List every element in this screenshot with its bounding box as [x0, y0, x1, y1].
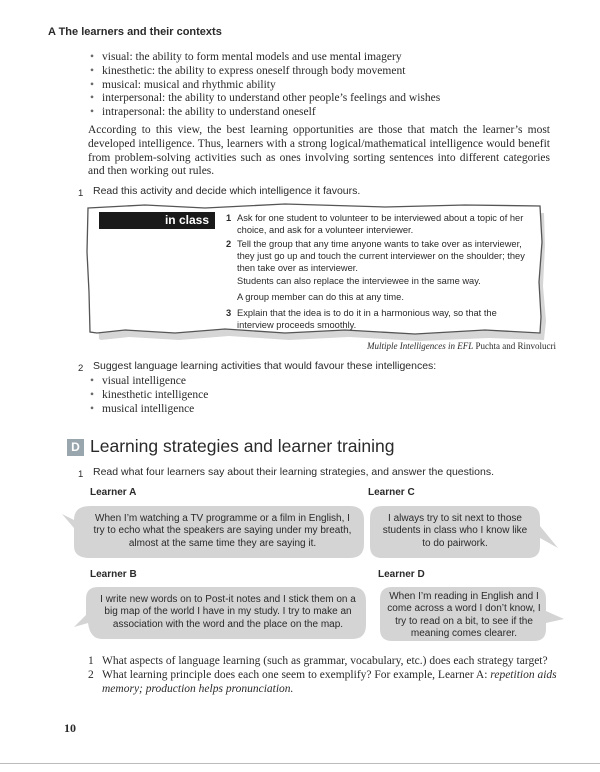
list-item: • musical: musical and rhythmic ability: [88, 79, 558, 93]
section-title: Learning strategies and learner training: [90, 436, 395, 456]
body-paragraph: According to this view, the best learning opportunities are those that match the learner’s most developed intelligence. Thus, learners with a strong logical/mathematical intelligence would benefit from problem-solving activities such as ones involving sorting sentences into different categories and then working out rules.: [88, 124, 550, 178]
activity-step-number: 2: [226, 239, 232, 249]
numbered-question: [88, 655, 558, 669]
list-item: • kinesthetic intelligence: [88, 389, 388, 403]
source-credit: [367, 341, 556, 351]
section-badge: D: [67, 439, 84, 456]
question-text: Suggest language learning activities that would favour these intelligences:: [93, 360, 437, 372]
question-number: 2: [88, 668, 94, 681]
numbered-question: [88, 669, 558, 697]
list-item: • musical intelligence: [88, 403, 388, 417]
credit-title: Multiple Intelligences in EFL: [367, 341, 474, 351]
question-text: What learning principle does each one seem to exemplify? For example, Learner A:: [102, 668, 491, 681]
activity-step: Tell the group that any time anyone wants to take over as interviewer, they just go up and touch the current interviewer on the shoulder; they then take over as interviewer.: [237, 239, 525, 273]
learner-b-bubble: [72, 583, 372, 643]
list-item: • interpersonal: the ability to understand other people’s feelings and wishes: [88, 92, 558, 106]
activity-step-number: 3: [226, 308, 232, 318]
in-class-label: in class: [99, 212, 215, 229]
question-number: 1: [78, 188, 84, 199]
learner-c-bubble: [368, 502, 568, 562]
activity-step: Explain that the idea is to do it in a harmonious way, so that the interview proceeds smoothly.: [237, 308, 497, 330]
credit-authors: Puchta and Rinvolucri: [475, 341, 556, 351]
learner-c-label: Learner C: [368, 487, 415, 498]
activity-note: Students can also replace the interviewee in the same way.: [237, 276, 481, 286]
learner-a-quote: When I’m watching a TV programme or a film in English, I try to echo what the speakers are saying under my breath, almost at the same time they are saying it.: [93, 513, 352, 549]
page-edge-line: [0, 763, 600, 764]
intelligence-suggestion-list: [88, 375, 388, 416]
question-number: 1: [78, 469, 84, 480]
learner-d-bubble: [378, 583, 570, 645]
question-text: What aspects of language learning (such as grammar, vocabulary, etc.) does each strategy target?: [102, 655, 548, 667]
list-item: • intrapersonal: the ability to understand oneself: [88, 106, 558, 120]
intelligence-list: [88, 51, 558, 120]
learner-b-label: Learner B: [90, 569, 137, 580]
learner-d-quote: When I’m reading in English and I come across a word I don’t know, I try to read on a bit, to see if the meaning comes clearer.: [387, 591, 541, 640]
learner-d-label: Learner D: [378, 569, 425, 580]
activity-note: A group member can do this at any time.: [237, 292, 404, 302]
running-header: A The learners and their contexts: [48, 26, 222, 38]
list-item: • visual intelligence: [88, 375, 388, 389]
page-number: 10: [64, 721, 76, 735]
activity-box: [85, 202, 547, 344]
list-item: • kinesthetic: the ability to express oneself through body movement: [88, 65, 558, 79]
learner-a-bubble: [60, 502, 370, 562]
final-questions: [88, 655, 558, 696]
question-example: repetition aids memory; production helps pronunciation.: [102, 668, 557, 695]
question-text: Read this activity and decide which intelligence it favours.: [93, 185, 361, 197]
learner-c-quote: I always try to sit next to those students in class who I know like to do pairwork.: [382, 513, 528, 549]
learner-b-quote: I write new words on to Post-it notes and I stick them on a big map of the world I have in my study. I try to make an association with the word and the place on the map.: [100, 594, 356, 630]
activity-step: Ask for one student to volunteer to be interviewed about a topic of her choice, and ask for a volunteer interviewer.: [237, 213, 524, 235]
question-number: 1: [88, 655, 94, 667]
list-item: • visual: the ability to form mental models and use mental imagery: [88, 51, 558, 65]
learner-a-label: Learner A: [90, 487, 137, 498]
question-text: Read what four learners say about their learning strategies, and answer the questions.: [93, 466, 494, 478]
activity-step-number: 1: [226, 213, 232, 223]
question-number: 2: [78, 363, 84, 374]
